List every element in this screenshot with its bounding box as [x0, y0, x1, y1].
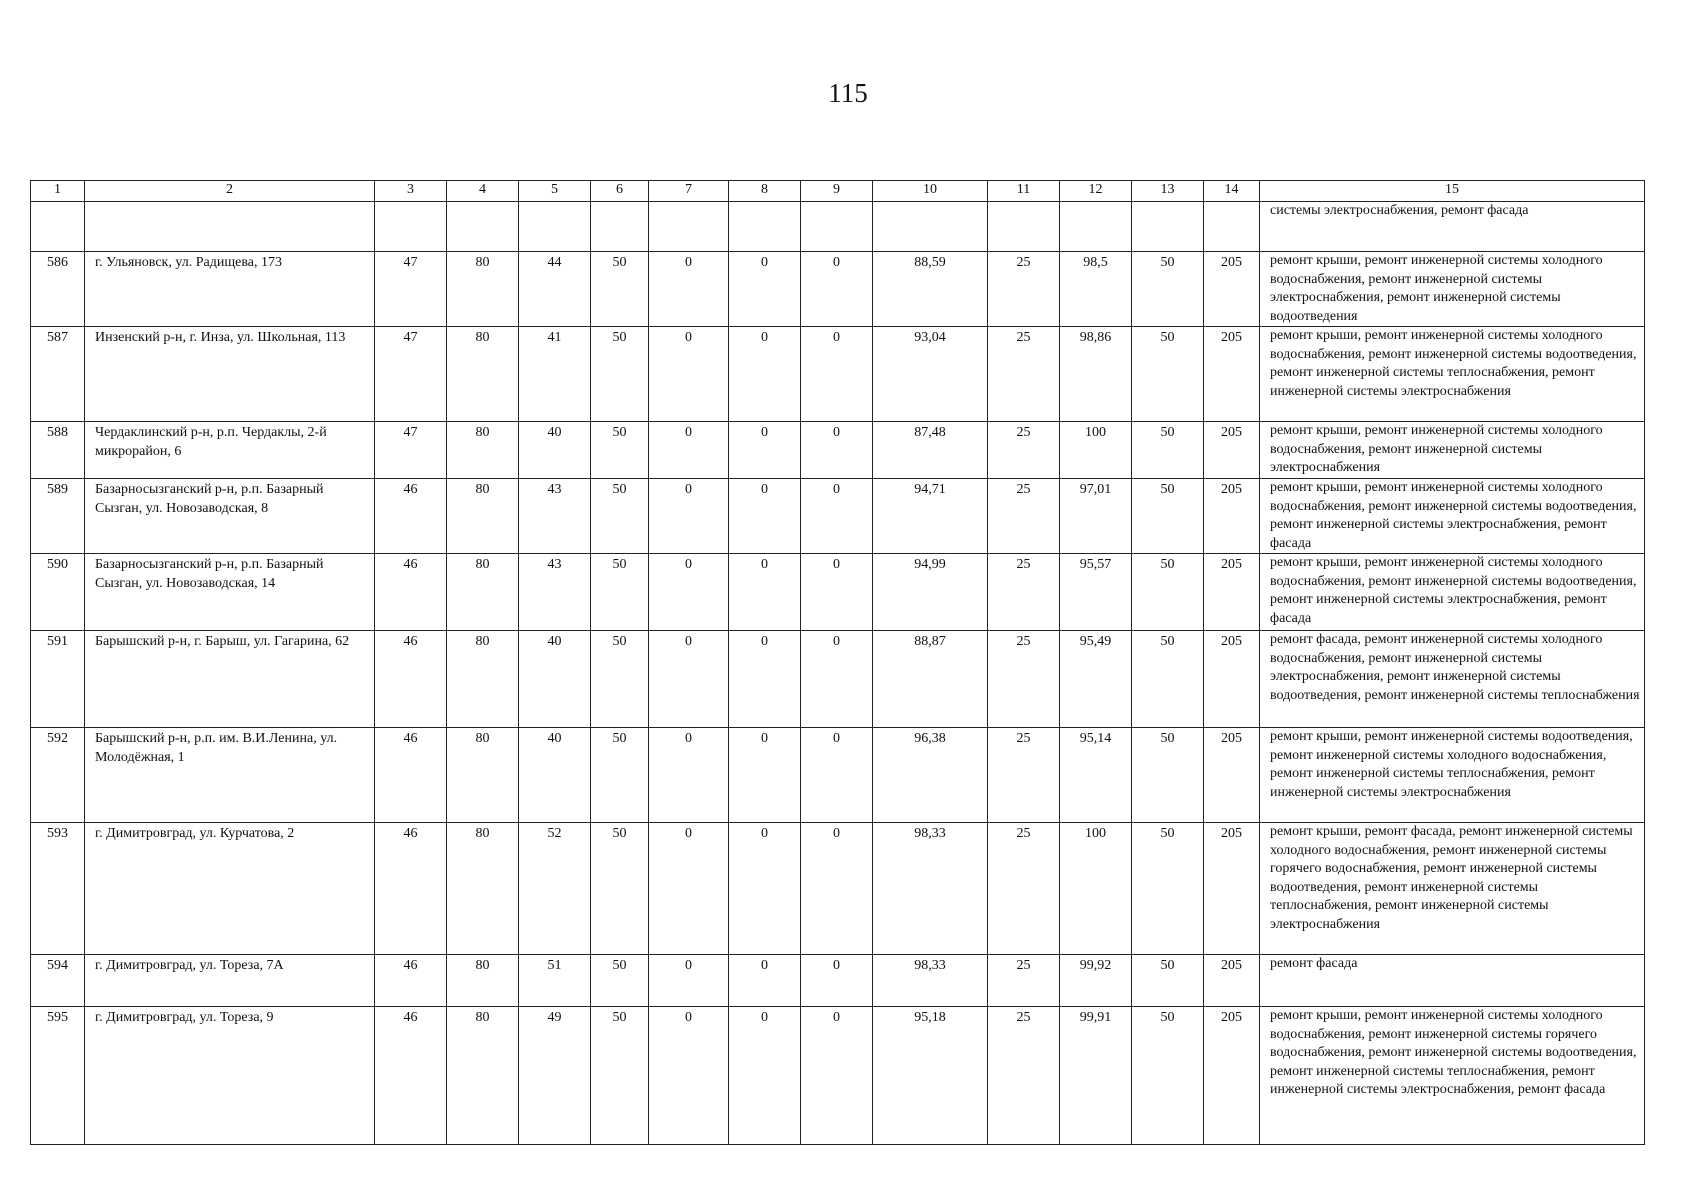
header-cell: 2 [85, 181, 375, 202]
value-cell: 0 [649, 728, 729, 823]
value-cell: 50 [591, 1007, 649, 1145]
value-cell: 95,57 [1060, 554, 1132, 631]
empty-cell [375, 202, 447, 252]
value-cell: 100 [1060, 422, 1132, 479]
value-cell: 25 [988, 1007, 1060, 1145]
empty-cell [649, 202, 729, 252]
row-number: 593 [31, 823, 85, 955]
row-number: 595 [31, 1007, 85, 1145]
header-row [31, 181, 1645, 202]
value-cell: 50 [591, 955, 649, 1007]
value-cell: 25 [988, 327, 1060, 422]
value-cell: 46 [375, 823, 447, 955]
value-cell: 80 [447, 479, 519, 554]
value-cell: 40 [519, 422, 591, 479]
value-cell: 0 [649, 631, 729, 728]
header-cell: 11 [988, 181, 1060, 202]
value-cell: 0 [729, 554, 801, 631]
value-cell: 50 [1132, 1007, 1204, 1145]
empty-cell [801, 202, 873, 252]
value-cell: 47 [375, 327, 447, 422]
row-number: 592 [31, 728, 85, 823]
row-number: 594 [31, 955, 85, 1007]
value-cell: 0 [801, 728, 873, 823]
value-cell: 50 [591, 631, 649, 728]
value-cell: 87,48 [873, 422, 988, 479]
value-cell: 205 [1204, 1007, 1260, 1145]
works-cell: системы электроснабжения, ремонт фасада [1260, 202, 1645, 252]
value-cell: 88,87 [873, 631, 988, 728]
address-cell: Барышский р-н, г. Барыш, ул. Гагарина, 62 [85, 631, 375, 728]
value-cell: 50 [1132, 422, 1204, 479]
value-cell: 0 [649, 327, 729, 422]
value-cell: 44 [519, 252, 591, 327]
value-cell: 99,91 [1060, 1007, 1132, 1145]
value-cell: 205 [1204, 823, 1260, 955]
value-cell: 50 [1132, 327, 1204, 422]
header-cell: 8 [729, 181, 801, 202]
value-cell: 98,5 [1060, 252, 1132, 327]
address-cell: Барышский р-н, р.п. им. В.И.Ленина, ул. Молодёжная, 1 [85, 728, 375, 823]
value-cell: 0 [729, 327, 801, 422]
value-cell: 25 [988, 252, 1060, 327]
table-row [31, 728, 1645, 823]
value-cell: 40 [519, 728, 591, 823]
value-cell: 46 [375, 631, 447, 728]
row-number: 591 [31, 631, 85, 728]
header-cell: 14 [1204, 181, 1260, 202]
address-cell: Чердаклинский р-н, р.п. Чердаклы, 2-й микрорайон, 6 [85, 422, 375, 479]
value-cell: 205 [1204, 479, 1260, 554]
value-cell: 50 [1132, 823, 1204, 955]
works-cell: ремонт крыши, ремонт инженерной системы водоотведения, ремонт инженерной системы холодного водоснабжения, ремонт инженерной системы теплоснабжения, ремонт инженерной системы электроснабжения [1260, 728, 1645, 823]
value-cell: 0 [649, 1007, 729, 1145]
value-cell: 80 [447, 1007, 519, 1145]
row-number: 587 [31, 327, 85, 422]
value-cell: 0 [801, 631, 873, 728]
header-cell: 12 [1060, 181, 1132, 202]
value-cell: 96,38 [873, 728, 988, 823]
value-cell: 95,18 [873, 1007, 988, 1145]
value-cell: 46 [375, 1007, 447, 1145]
value-cell: 0 [729, 823, 801, 955]
empty-cell [1204, 202, 1260, 252]
value-cell: 205 [1204, 728, 1260, 823]
header-cell: 5 [519, 181, 591, 202]
works-cell: ремонт крыши, ремонт инженерной системы холодного водоснабжения, ремонт инженерной системы водоотведения, ремонт инженерной системы электроснабжения, ремонт фасада [1260, 554, 1645, 631]
works-cell: ремонт крыши, ремонт фасада, ремонт инженерной системы холодного водоснабжения, ремонт инженерной системы горячего водоснабжения, ремонт инженерной системы водоотведения, ремонт инженерной системы теплоснабжения, ремонт инженерной системы электроснабжения [1260, 823, 1645, 955]
header-cell: 4 [447, 181, 519, 202]
value-cell: 205 [1204, 327, 1260, 422]
value-cell: 0 [801, 823, 873, 955]
value-cell: 50 [1132, 479, 1204, 554]
address-cell: г. Ульяновск, ул. Радищева, 173 [85, 252, 375, 327]
empty-cell [729, 202, 801, 252]
value-cell: 50 [1132, 631, 1204, 728]
value-cell: 205 [1204, 955, 1260, 1007]
value-cell: 205 [1204, 631, 1260, 728]
value-cell: 0 [801, 327, 873, 422]
header-cell: 15 [1260, 181, 1645, 202]
works-cell: ремонт фасада, ремонт инженерной системы холодного водоснабжения, ремонт инженерной системы электроснабжения, ремонт инженерной системы водоотведения, ремонт инженерной системы теплоснабжения [1260, 631, 1645, 728]
value-cell: 0 [649, 554, 729, 631]
works-cell: ремонт крыши, ремонт инженерной системы холодного водоснабжения, ремонт инженерной системы горячего водоснабжения, ремонт инженерной системы водоотведения, ремонт инженерной системы теплоснабжения, ремонт инженерной системы электроснабжения, ремонт фасада [1260, 1007, 1645, 1145]
header-cell: 10 [873, 181, 988, 202]
value-cell: 50 [1132, 252, 1204, 327]
value-cell: 0 [729, 422, 801, 479]
value-cell: 25 [988, 554, 1060, 631]
table-row [31, 1007, 1645, 1145]
value-cell: 25 [988, 631, 1060, 728]
empty-cell [591, 202, 649, 252]
header-cell: 9 [801, 181, 873, 202]
value-cell: 80 [447, 955, 519, 1007]
value-cell: 99,92 [1060, 955, 1132, 1007]
value-cell: 0 [729, 479, 801, 554]
works-cell: ремонт фасада [1260, 955, 1645, 1007]
value-cell: 205 [1204, 554, 1260, 631]
value-cell: 50 [1132, 955, 1204, 1007]
value-cell: 205 [1204, 252, 1260, 327]
works-cell: ремонт крыши, ремонт инженерной системы холодного водоснабжения, ремонт инженерной системы электроснабжения [1260, 422, 1645, 479]
header-cell: 13 [1132, 181, 1204, 202]
value-cell: 0 [729, 728, 801, 823]
value-cell: 0 [649, 422, 729, 479]
works-cell: ремонт крыши, ремонт инженерной системы холодного водоснабжения, ремонт инженерной системы водоотведения, ремонт инженерной системы теплоснабжения, ремонт инженерной системы электроснабжения [1260, 327, 1645, 422]
value-cell: 80 [447, 327, 519, 422]
value-cell: 80 [447, 252, 519, 327]
empty-cell [519, 202, 591, 252]
empty-cell [31, 202, 85, 252]
value-cell: 0 [801, 1007, 873, 1145]
value-cell: 50 [591, 422, 649, 479]
value-cell: 0 [801, 252, 873, 327]
value-cell: 47 [375, 422, 447, 479]
value-cell: 50 [1132, 554, 1204, 631]
address-cell: Инзенский р-н, г. Инза, ул. Школьная, 113 [85, 327, 375, 422]
address-cell: г. Димитровград, ул. Тореза, 9 [85, 1007, 375, 1145]
value-cell: 40 [519, 631, 591, 728]
value-cell: 0 [729, 631, 801, 728]
address-cell: г. Димитровград, ул. Тореза, 7А [85, 955, 375, 1007]
value-cell: 46 [375, 554, 447, 631]
value-cell: 50 [591, 327, 649, 422]
value-cell: 80 [447, 422, 519, 479]
value-cell: 50 [1132, 728, 1204, 823]
value-cell: 80 [447, 631, 519, 728]
empty-cell [447, 202, 519, 252]
value-cell: 52 [519, 823, 591, 955]
value-cell: 0 [649, 823, 729, 955]
value-cell: 46 [375, 479, 447, 554]
value-cell: 50 [591, 823, 649, 955]
value-cell: 80 [447, 554, 519, 631]
value-cell: 80 [447, 823, 519, 955]
header-cell: 7 [649, 181, 729, 202]
table-row [31, 631, 1645, 728]
value-cell: 50 [591, 252, 649, 327]
value-cell: 0 [801, 479, 873, 554]
header-cell: 1 [31, 181, 85, 202]
value-cell: 49 [519, 1007, 591, 1145]
value-cell: 47 [375, 252, 447, 327]
page-number: 115 [828, 78, 868, 108]
empty-cell [988, 202, 1060, 252]
value-cell: 205 [1204, 422, 1260, 479]
value-cell: 46 [375, 728, 447, 823]
value-cell: 0 [649, 252, 729, 327]
value-cell: 0 [729, 1007, 801, 1145]
value-cell: 95,14 [1060, 728, 1132, 823]
works-cell: ремонт крыши, ремонт инженерной системы холодного водоснабжения, ремонт инженерной системы электроснабжения, ремонт инженерной системы водоотведения [1260, 252, 1645, 327]
value-cell: 43 [519, 479, 591, 554]
empty-cell [873, 202, 988, 252]
value-cell: 98,33 [873, 955, 988, 1007]
value-cell: 0 [649, 955, 729, 1007]
value-cell: 25 [988, 823, 1060, 955]
value-cell: 100 [1060, 823, 1132, 955]
empty-cell [1060, 202, 1132, 252]
table-row [31, 823, 1645, 955]
row-number: 586 [31, 252, 85, 327]
row-number: 590 [31, 554, 85, 631]
value-cell: 0 [801, 422, 873, 479]
header-cell: 3 [375, 181, 447, 202]
value-cell: 98,86 [1060, 327, 1132, 422]
value-cell: 25 [988, 422, 1060, 479]
value-cell: 50 [591, 728, 649, 823]
value-cell: 98,33 [873, 823, 988, 955]
value-cell: 88,59 [873, 252, 988, 327]
value-cell: 50 [591, 554, 649, 631]
value-cell: 0 [729, 252, 801, 327]
value-cell: 94,99 [873, 554, 988, 631]
value-cell: 25 [988, 955, 1060, 1007]
value-cell: 93,04 [873, 327, 988, 422]
value-cell: 25 [988, 728, 1060, 823]
header-cell: 6 [591, 181, 649, 202]
repair-table [30, 180, 1645, 1145]
value-cell: 0 [729, 955, 801, 1007]
table-row [31, 554, 1645, 631]
value-cell: 0 [801, 955, 873, 1007]
value-cell: 97,01 [1060, 479, 1132, 554]
value-cell: 0 [649, 479, 729, 554]
address-cell: Базарносызганский р-н, р.п. Базарный Сызган, ул. Новозаводская, 14 [85, 554, 375, 631]
table-row [31, 252, 1645, 327]
value-cell: 0 [801, 554, 873, 631]
value-cell: 95,49 [1060, 631, 1132, 728]
value-cell: 43 [519, 554, 591, 631]
value-cell: 51 [519, 955, 591, 1007]
table-row [31, 955, 1645, 1007]
address-cell: г. Димитровград, ул. Курчатова, 2 [85, 823, 375, 955]
empty-cell [1132, 202, 1204, 252]
empty-cell [85, 202, 375, 252]
value-cell: 46 [375, 955, 447, 1007]
table-row [31, 422, 1645, 479]
table-row [31, 327, 1645, 422]
value-cell: 50 [591, 479, 649, 554]
continuation-row [31, 202, 1645, 252]
value-cell: 80 [447, 728, 519, 823]
value-cell: 94,71 [873, 479, 988, 554]
works-cell: ремонт крыши, ремонт инженерной системы холодного водоснабжения, ремонт инженерной системы водоотведения, ремонт инженерной системы электроснабжения, ремонт фасада [1260, 479, 1645, 554]
value-cell: 41 [519, 327, 591, 422]
table-row [31, 479, 1645, 554]
row-number: 588 [31, 422, 85, 479]
address-cell: Базарносызганский р-н, р.п. Базарный Сызган, ул. Новозаводская, 8 [85, 479, 375, 554]
value-cell: 25 [988, 479, 1060, 554]
row-number: 589 [31, 479, 85, 554]
